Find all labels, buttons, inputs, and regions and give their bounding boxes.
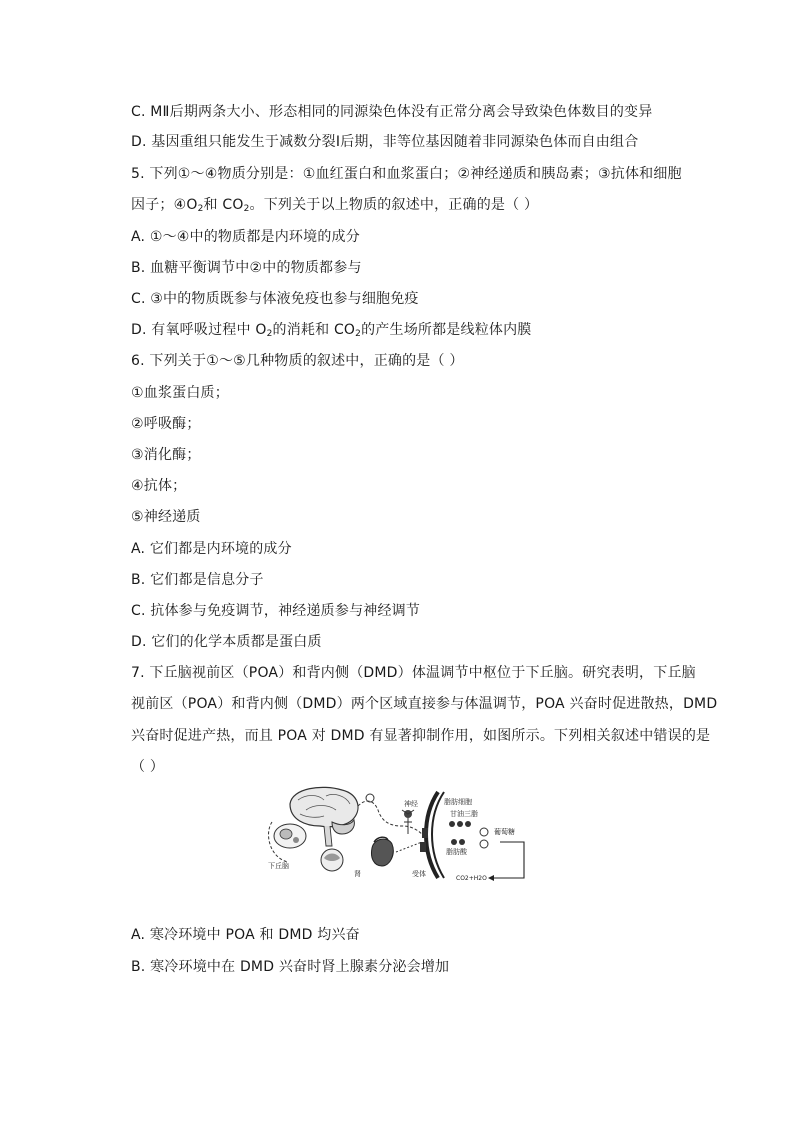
q6-item-1: ①血浆蛋白质； (131, 385, 229, 401)
hypothalamus-illustration (274, 824, 306, 848)
signal-arrow (396, 842, 422, 852)
label-hypothalamus: 下丘脑 (268, 862, 289, 870)
q6-option-b: B. 它们都是信息分子 (131, 572, 264, 588)
q5-stem-line2: 因子；$④O_2$和 $CO_2$。下列关于以上物质的叙述中，正确的是（ ） (131, 197, 539, 214)
neuron-icon (402, 810, 414, 834)
q5-stem-line1: 5. 下列①～④物质分别是：①血红蛋白和血浆蛋白；②神经递质和胰岛素；③抗体和细胞 (131, 166, 682, 182)
q7-option-a: A. 寒冷环境中 POA 和 DMD 均兴奋 (131, 927, 360, 943)
q6-option-d: D. 它们的化学本质都是蛋白质 (131, 634, 322, 650)
q7-stem-line1: 7. 下丘脑视前区（POA）和背内侧（DMD）体温调节中枢位于下丘脑。研究表明，下丘脑 (131, 665, 696, 681)
label-receptor: 受体 (412, 870, 426, 878)
label-nerve: 神经 (404, 800, 418, 808)
q6-item-2: ②呼吸酶； (131, 416, 201, 432)
kidney-illustration (371, 837, 393, 866)
spinal-cord-illustration (321, 849, 343, 871)
q6-option-c: C. 抗体参与免疫调节，神经递质参与神经调节 (131, 603, 421, 619)
label-fat-cell: 脂肪细胞 (444, 798, 472, 806)
label-kidney: 肾 (354, 870, 361, 878)
feedback-arrow (494, 842, 524, 878)
q7-stem-line4: （ ） (131, 759, 165, 775)
thermoregulation-diagram (262, 782, 532, 886)
q7-stem-line3: 兴奋时促进产热，而且 POA 对 DMD 有显著抑制作用，如图所示。下列相关叙述中错误的是 (131, 728, 711, 744)
label-products: CO2+H2O (456, 875, 487, 882)
q4-option-d: D. 基因重组只能发生于减数分裂Ⅰ后期，非等位基因随着非同源染色体而自由组合 (131, 134, 639, 150)
q6-option-a: A. 它们都是内环境的成分 (131, 541, 292, 557)
q6-item-3: ③消化酶； (131, 447, 201, 463)
q6-item-5: ⑤神经递质 (131, 509, 201, 525)
q7-stem-line2: 视前区（POA）和背内侧（DMD）两个区域直接参与体温调节，POA 兴奋时促进散热，DMD (131, 696, 718, 712)
label-triglyceride: 甘油三脂 (450, 810, 478, 818)
label-glucose: 葡萄糖 (494, 828, 515, 836)
q5-option-a: A. ①～④中的物质都是内环境的成分 (131, 229, 360, 245)
q6-item-4: ④抗体； (131, 478, 187, 494)
label-fatty-acid: 脂肪酸 (446, 848, 467, 856)
q5-option-b: B. 血糖平衡调节中②中的物质都参与 (131, 260, 362, 276)
marker-circle (366, 794, 374, 802)
molecule-icons (449, 821, 488, 848)
q6-stem: 6. 下列关于①～⑤几种物质的叙述中，正确的是（ ） (131, 353, 464, 369)
fat-cell-membrane (426, 792, 444, 878)
q5-option-c: C. ③中的物质既参与体液免疫也参与细胞免疫 (131, 291, 419, 307)
q7-option-b: B. 寒冷环境中在 DMD 兴奋时肾上腺素分泌会增加 (131, 959, 450, 975)
q4-option-c: C. MⅡ后期两条大小、形态相同的同源染色体没有正常分离会导致染色体数目的变异 (131, 104, 653, 120)
q5-option-d: D. 有氧呼吸过程中 $O_2$的消耗和 $CO_2$的产生场所都是线粒体内膜 (131, 322, 532, 339)
